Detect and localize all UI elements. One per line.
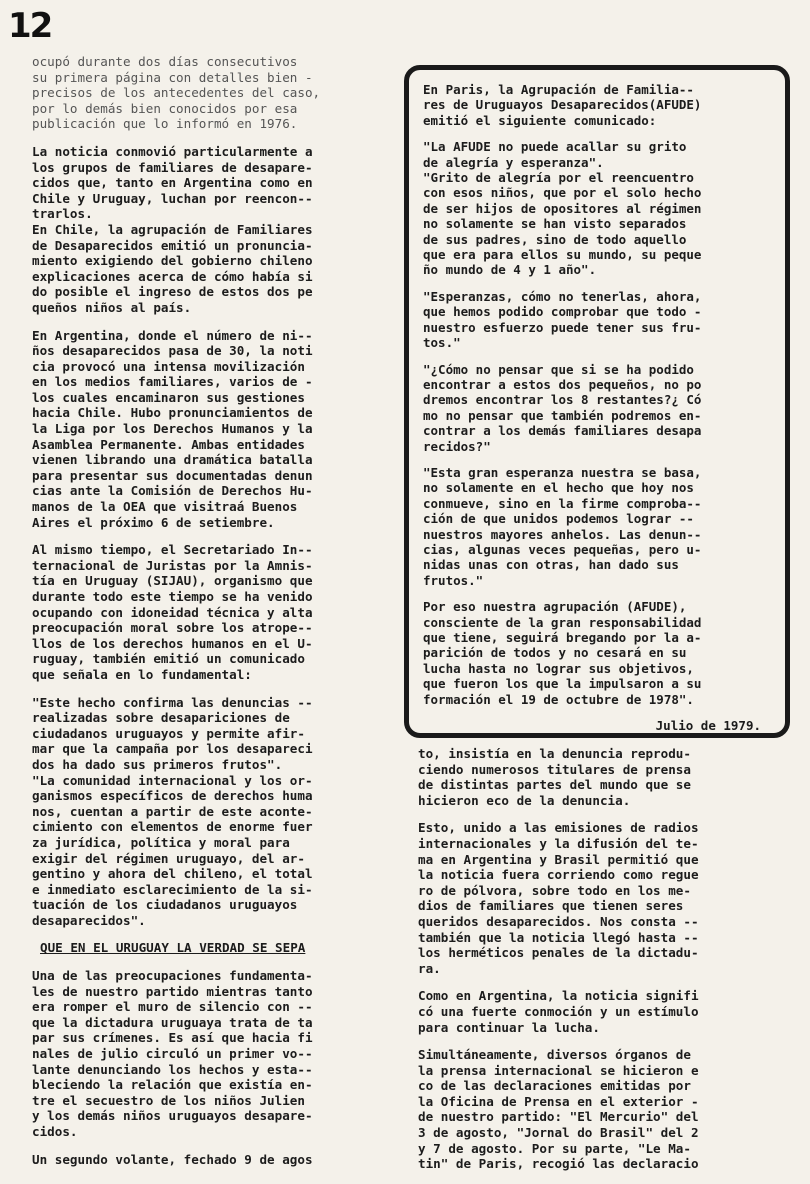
paragraph: Una de las preocupaciones fundamenta- les de nuestro partido mientras tanto era romper el muro de silencio con -- que la dictadura uruguaya trata de ta par sus crímenes. Es así que hacia fi nales de julio circuló un primer vo-- lante denunciando los hechos y esta-- bleciendo la relación que existía en- tre el secuestro de los niños Julien y los demás niños uruguayos desapare- cidos.	[32, 968, 313, 1139]
paragraph: "Este hecho confirma las denuncias -- realizadas sobre desapariciones de ciudadanos uruguayos y permite afir- mar que la campaña por los desapareci dos ha dado sus primeros frutos". "La comunidad internacional y los or- ganismos específicos de derechos huma nos, cuentan a partir de este aconte- cimiento con elementos de enorme fuer za jurídica, política y moral para exigir del régimen uruguayo, del ar- gentino y ahora del chileno, el total e inmediato esclarecimiento de la si- tuación de los ciudadanos uruguayos desaparecidos".	[32, 694, 313, 928]
box-date: Julio de 1979.	[655, 718, 761, 734]
section-heading: QUE EN EL URUGUAY LA VERDAD SE SEPA	[40, 940, 306, 956]
paragraph: Un segundo volante, fechado 9 de agos	[32, 1151, 313, 1167]
paragraph: Al mismo tiempo, el Secretariado In-- ternacional de Juristas por la Amnis- tía en Uruguay (SIJAU), organismo que durante todo este tiempo se ha venido ocupando con idoneidad técnica y alta preocupación moral sobre los atrope-- llos de los derechos humanos en el U- ruguay, también emitió un comunicado que señala en lo fundamental:	[32, 542, 313, 682]
left-column	[32, 54, 392, 1179]
paragraph: En Argentina, donde el número de ni-- ños desaparecidos pasa de 30, la noti cia provocó una intensa movilización en los medios familiares, varios de - los cuales encaminaron sus gestiones hacia Chile. Hubo pronunciamientos de la Liga por los Derechos Humanos y la Asamblea Permanente. Ambas entidades vienen librando una dramática batalla para presentar sus documentadas denun cias ante la Comisión de Derechos Hu- manos de la OEA que visitraá Buenos Aires el próximo 6 de setiembre.	[32, 327, 313, 530]
right-column	[418, 746, 784, 1184]
box-paragraph: En Paris, la Agrupación de Familia-- res de Uruguayos Desaparecidos(AFUDE) emitió el siguiente comunicado:	[423, 82, 702, 128]
paragraph: Como en Argentina, la noticia signifi có una fuerte conmoción y un estímulo para continuar la lucha.	[418, 988, 699, 1035]
page-number: 12	[8, 6, 52, 46]
paragraph: La noticia conmovió particularmente a los grupos de familiares de desapare- cidos que, tanto en Argentina como en Chile y Uruguay, luchan por reencon-- trarlos. En Chile, la agrupación de Familiares de Desaparecidos emitió un pronuncia- miento exigiendo del gobierno chileno explicaciones acerca de cómo había si do posible el ingreso de estos dos pe queños niños al país.	[32, 143, 313, 315]
paragraph: Esto, unido a las emisiones de radios internacionales y la difusión del te- ma en Argentina y Brasil permitió que la noticia fuera corriendo como regue ro de pólvora, sobre todo en los me- dios de familiares que tienen seres queridos desaparecidos. Nos consta -- también que la noticia llegó hasta -- los herméticos penales de la dictadu- ra.	[418, 820, 699, 976]
box-paragraph: "¿Cómo no pensar que si se ha podido encontrar a estos dos pequeños, no po dremos encontrar los 8 restantes?¿ Có mo no pensar que también podremos en- contrar a los demás familiares desapa recidos?"	[423, 361, 702, 454]
paragraph: to, insistía en la denuncia reprodu- ciendo numerosos titulares de prensa de distintas partes del mundo que se hicieron eco de la denuncia.	[418, 746, 691, 808]
paragraph: ocupó durante dos días consecutivos su primera página con detalles bien - precisos de los antecedentes del caso, por lo demás bien conocidos por esa publicación que lo informó en 1976.	[32, 54, 321, 132]
box-paragraph: Por eso nuestra agrupación (AFUDE), consciente de la gran responsabilidad que tiene, seguirá bregando por la a- parición de todos y no cesará en su lucha hasta no lograr sus objetivos, que fueron los que la impulsaron a su formación el 19 de octubre de 1978".	[423, 599, 702, 707]
paragraph: Simultáneamente, diversos órganos de la prensa internacional se hicieron e co de las declaraciones emitidas por la Oficina de Prensa en el exterior - de nuestro partido: "El Mercurio" del 3 de agosto, "Jornal do Brasil" del 2 y 7 de agosto. Por su parte, "Le Ma- tin" de Paris, recogió las declaracio	[418, 1047, 699, 1172]
box-paragraph: "Esta gran esperanza nuestra se basa, no solamente en el hecho que hoy nos conmueve, sino en la firme comproba-- ción de que unidos podemos lograr -- nuestros mayores anhelos. Las denun-- cias, algunas veces pequeñas, pero u- nidas unas con otras, han dado sus frutos."	[423, 464, 702, 588]
box-paragraph: "La AFUDE no puede acallar su grito de alegría y esperanza". "Grito de alegría por el reencuentro con esos niños, que por el solo hecho de ser hijos de opositores al régimen no solamente se han visto separados de sus padres, sino de todo aquello que era para ellos su mundo, su peque ño mundo de 4 y 1 año".	[423, 139, 702, 278]
afude-communique-box	[404, 65, 790, 738]
box-paragraph: "Esperanzas, cómo no tenerlas, ahora, que hemos podido comprobar que todo - nuestro esfuerzo puede tener sus fru- tos."	[423, 288, 702, 351]
